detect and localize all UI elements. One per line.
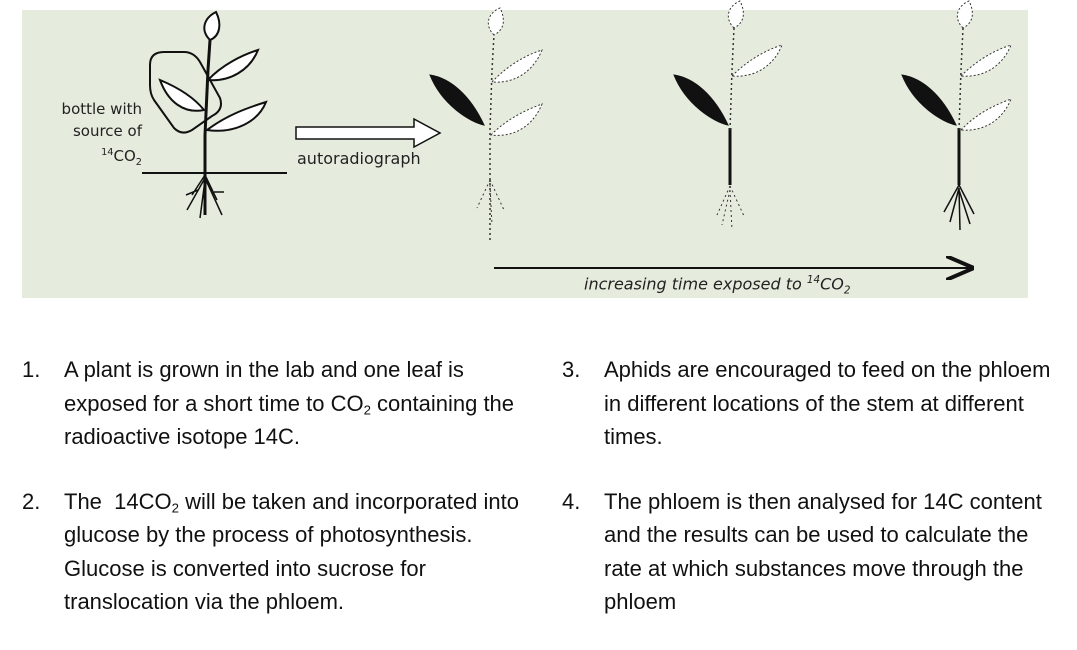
roots bbox=[944, 185, 974, 230]
labelled-leaf bbox=[674, 75, 728, 125]
step-number: 2. bbox=[22, 488, 41, 514]
steps-right-column bbox=[562, 353, 1062, 650]
step-text: Aphids are encouraged to feed on the phloem in different locations of the stem at different times. bbox=[604, 357, 1051, 449]
leaf bbox=[961, 99, 1011, 130]
leaf bbox=[491, 104, 542, 135]
step-3 bbox=[562, 353, 1062, 454]
leaf bbox=[728, 1, 743, 28]
step-number: 3. bbox=[562, 357, 581, 382]
step-text: A plant is grown in the lab and one leaf is exposed for a short time to $CO_2$ containing the radioactive isotope 14C. bbox=[64, 357, 515, 449]
leaf bbox=[961, 45, 1011, 76]
leaf bbox=[732, 45, 782, 76]
plant-with-bottle bbox=[142, 12, 287, 218]
leaf bbox=[204, 12, 219, 40]
bottle-label bbox=[32, 98, 142, 174]
autoradiograph-arrow bbox=[296, 119, 440, 147]
leaf bbox=[488, 8, 503, 35]
stem bbox=[490, 35, 494, 240]
step-text: The $14CO_2$ will be taken and incorporated into glucose by the process of photosynthesis. Glucose is converted into sucrose for translocation via the phloem. bbox=[64, 488, 519, 614]
step-4 bbox=[562, 485, 1062, 619]
bottle-label-co2: $^{14}CO_2$ bbox=[101, 147, 142, 168]
leaf bbox=[160, 80, 204, 111]
labelled-leaf bbox=[430, 75, 484, 125]
leaf bbox=[207, 102, 266, 131]
step-2 bbox=[22, 485, 532, 619]
leaf bbox=[957, 1, 972, 28]
step-number: 1. bbox=[22, 357, 41, 382]
labelled-leaf bbox=[902, 75, 956, 125]
experiment-diagram bbox=[22, 10, 1028, 298]
bottle-label-line-2: source of bbox=[72, 122, 142, 140]
autoradiograph-plant-2 bbox=[674, 1, 782, 230]
step-text: The phloem is then analysed for 14C content and the results can be used to calculate the rate at which substances move through the phloem bbox=[604, 488, 1042, 614]
autoradiograph-plant-3 bbox=[902, 1, 1011, 230]
leaf bbox=[492, 50, 542, 82]
stem bbox=[959, 28, 963, 130]
steps-left-column bbox=[22, 353, 532, 650]
leaf bbox=[208, 50, 258, 80]
step-1 bbox=[22, 353, 532, 454]
bottle-label-line-1: bottle with bbox=[61, 100, 142, 118]
autoradiograph-label: autoradiograph bbox=[297, 149, 421, 168]
diagram-drawing bbox=[22, 10, 1028, 298]
roots bbox=[717, 186, 744, 230]
autoradiograph-plant-1 bbox=[430, 8, 542, 240]
step-number: 4. bbox=[562, 488, 581, 514]
stem bbox=[730, 28, 734, 130]
time-axis-label: increasing time exposed to $^{14}CO_2$ bbox=[584, 274, 851, 297]
